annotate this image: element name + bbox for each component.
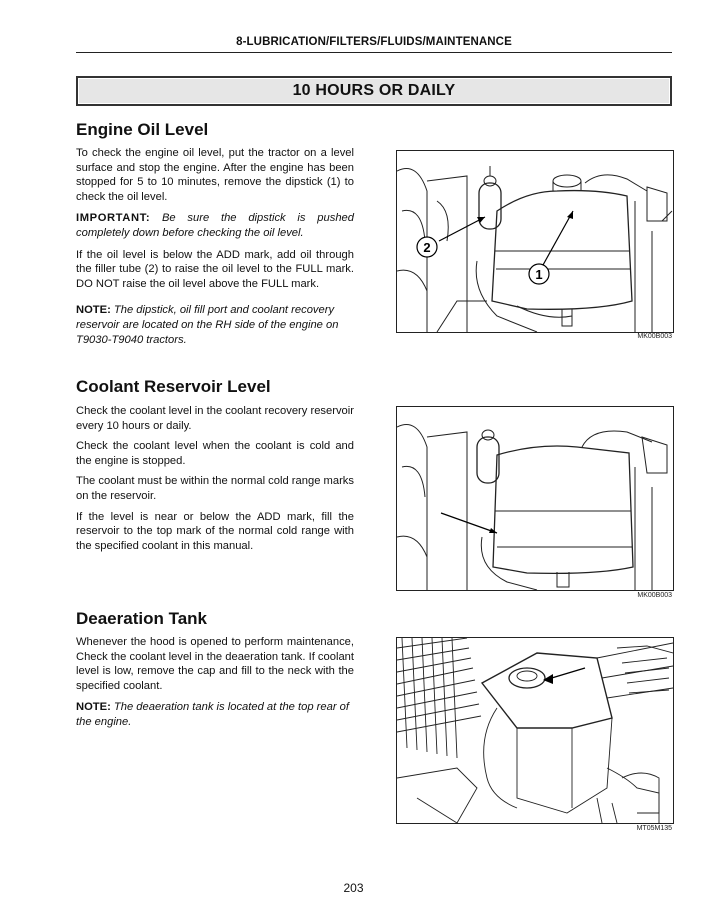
section-header: 8-LUBRICATION/FILTERS/FLUIDS/MAINTENANCE [236,36,512,48]
coolant-paragraph-1: Check the coolant level in the coolant recovery reservoir every 10 hours or daily. [76,405,354,432]
callout-2-label: 2 [423,240,431,255]
deaeration-paragraph-1: Whenever the hood is opened to perform maintenance, Check the coolant level in the deaeration tank. If coolant level is low, remove the cap and fill to the neck with the specified coolant. [76,636,354,692]
coolant-heading: Coolant Reservoir Level [76,377,271,396]
note-label: NOTE: [76,701,111,714]
deaeration-note [76,700,354,729]
coolant-paragraph-2: Check the coolant level when the coolant is cold and the engine is stopped. [76,440,354,467]
engine-oil-paragraph-1: To check the engine oil level, put the tractor on a level surface and stop the engine. After the engine has been stopped for 5 to 10 minutes, remove the dipstick (1) to check the oil level. [76,147,354,203]
engine-oil-paragraph-2: If the oil level is below the ADD mark, add oil through the filler tube (2) to raise the oil level to the FULL mark. DO NOT raise the oil level above the FULL mark. [76,248,354,290]
callout-1-label: 1 [535,267,543,282]
interval-banner-title: 10 HOURS OR DAILY [292,82,456,99]
important-label: IMPORTANT: [76,212,151,225]
oil-dipstick-illustration [397,151,673,332]
deaeration-heading: Deaeration Tank [76,609,208,628]
note-label: NOTE: [76,304,111,317]
figure-1-caption: MK00B003 [637,333,672,340]
header-rule [76,52,672,53]
figure-coolant-reservoir [396,406,674,591]
coolant-paragraph-4: If the level is near or below the ADD mark, fill the reservoir to the top mark of the normal cold range with the specified coolant in this manual. [76,510,354,552]
interval-banner [76,76,672,106]
important-text: Be sure the dipstick is pushed completely down before checking the oil level. [76,212,354,239]
engine-oil-important [76,211,354,240]
engine-oil-heading: Engine Oil Level [76,120,209,139]
note-text: The deaeration tank is located at the top rear of the engine. [76,701,350,728]
deaeration-body [76,635,354,730]
page-number: 203 [343,881,364,895]
coolant-reservoir-illustration [397,407,673,590]
coolant-paragraph-3: The coolant must be within the normal cold range marks on the reservoir. [76,475,354,502]
figure-oil-dipstick [396,150,674,333]
note-text: The dipstick, oil fill port and coolant recovery reservoir are located on the RH side of the engine on T9030-T9040 tractors. [76,304,339,346]
deaeration-tank-illustration [397,638,673,823]
figure-3-caption: MT05M135 [636,825,672,832]
figure-2-caption: MK00B003 [637,592,672,599]
coolant-body [76,404,354,553]
figure-deaeration-tank [396,637,674,824]
engine-oil-note [76,303,354,347]
engine-oil-body [76,146,354,347]
